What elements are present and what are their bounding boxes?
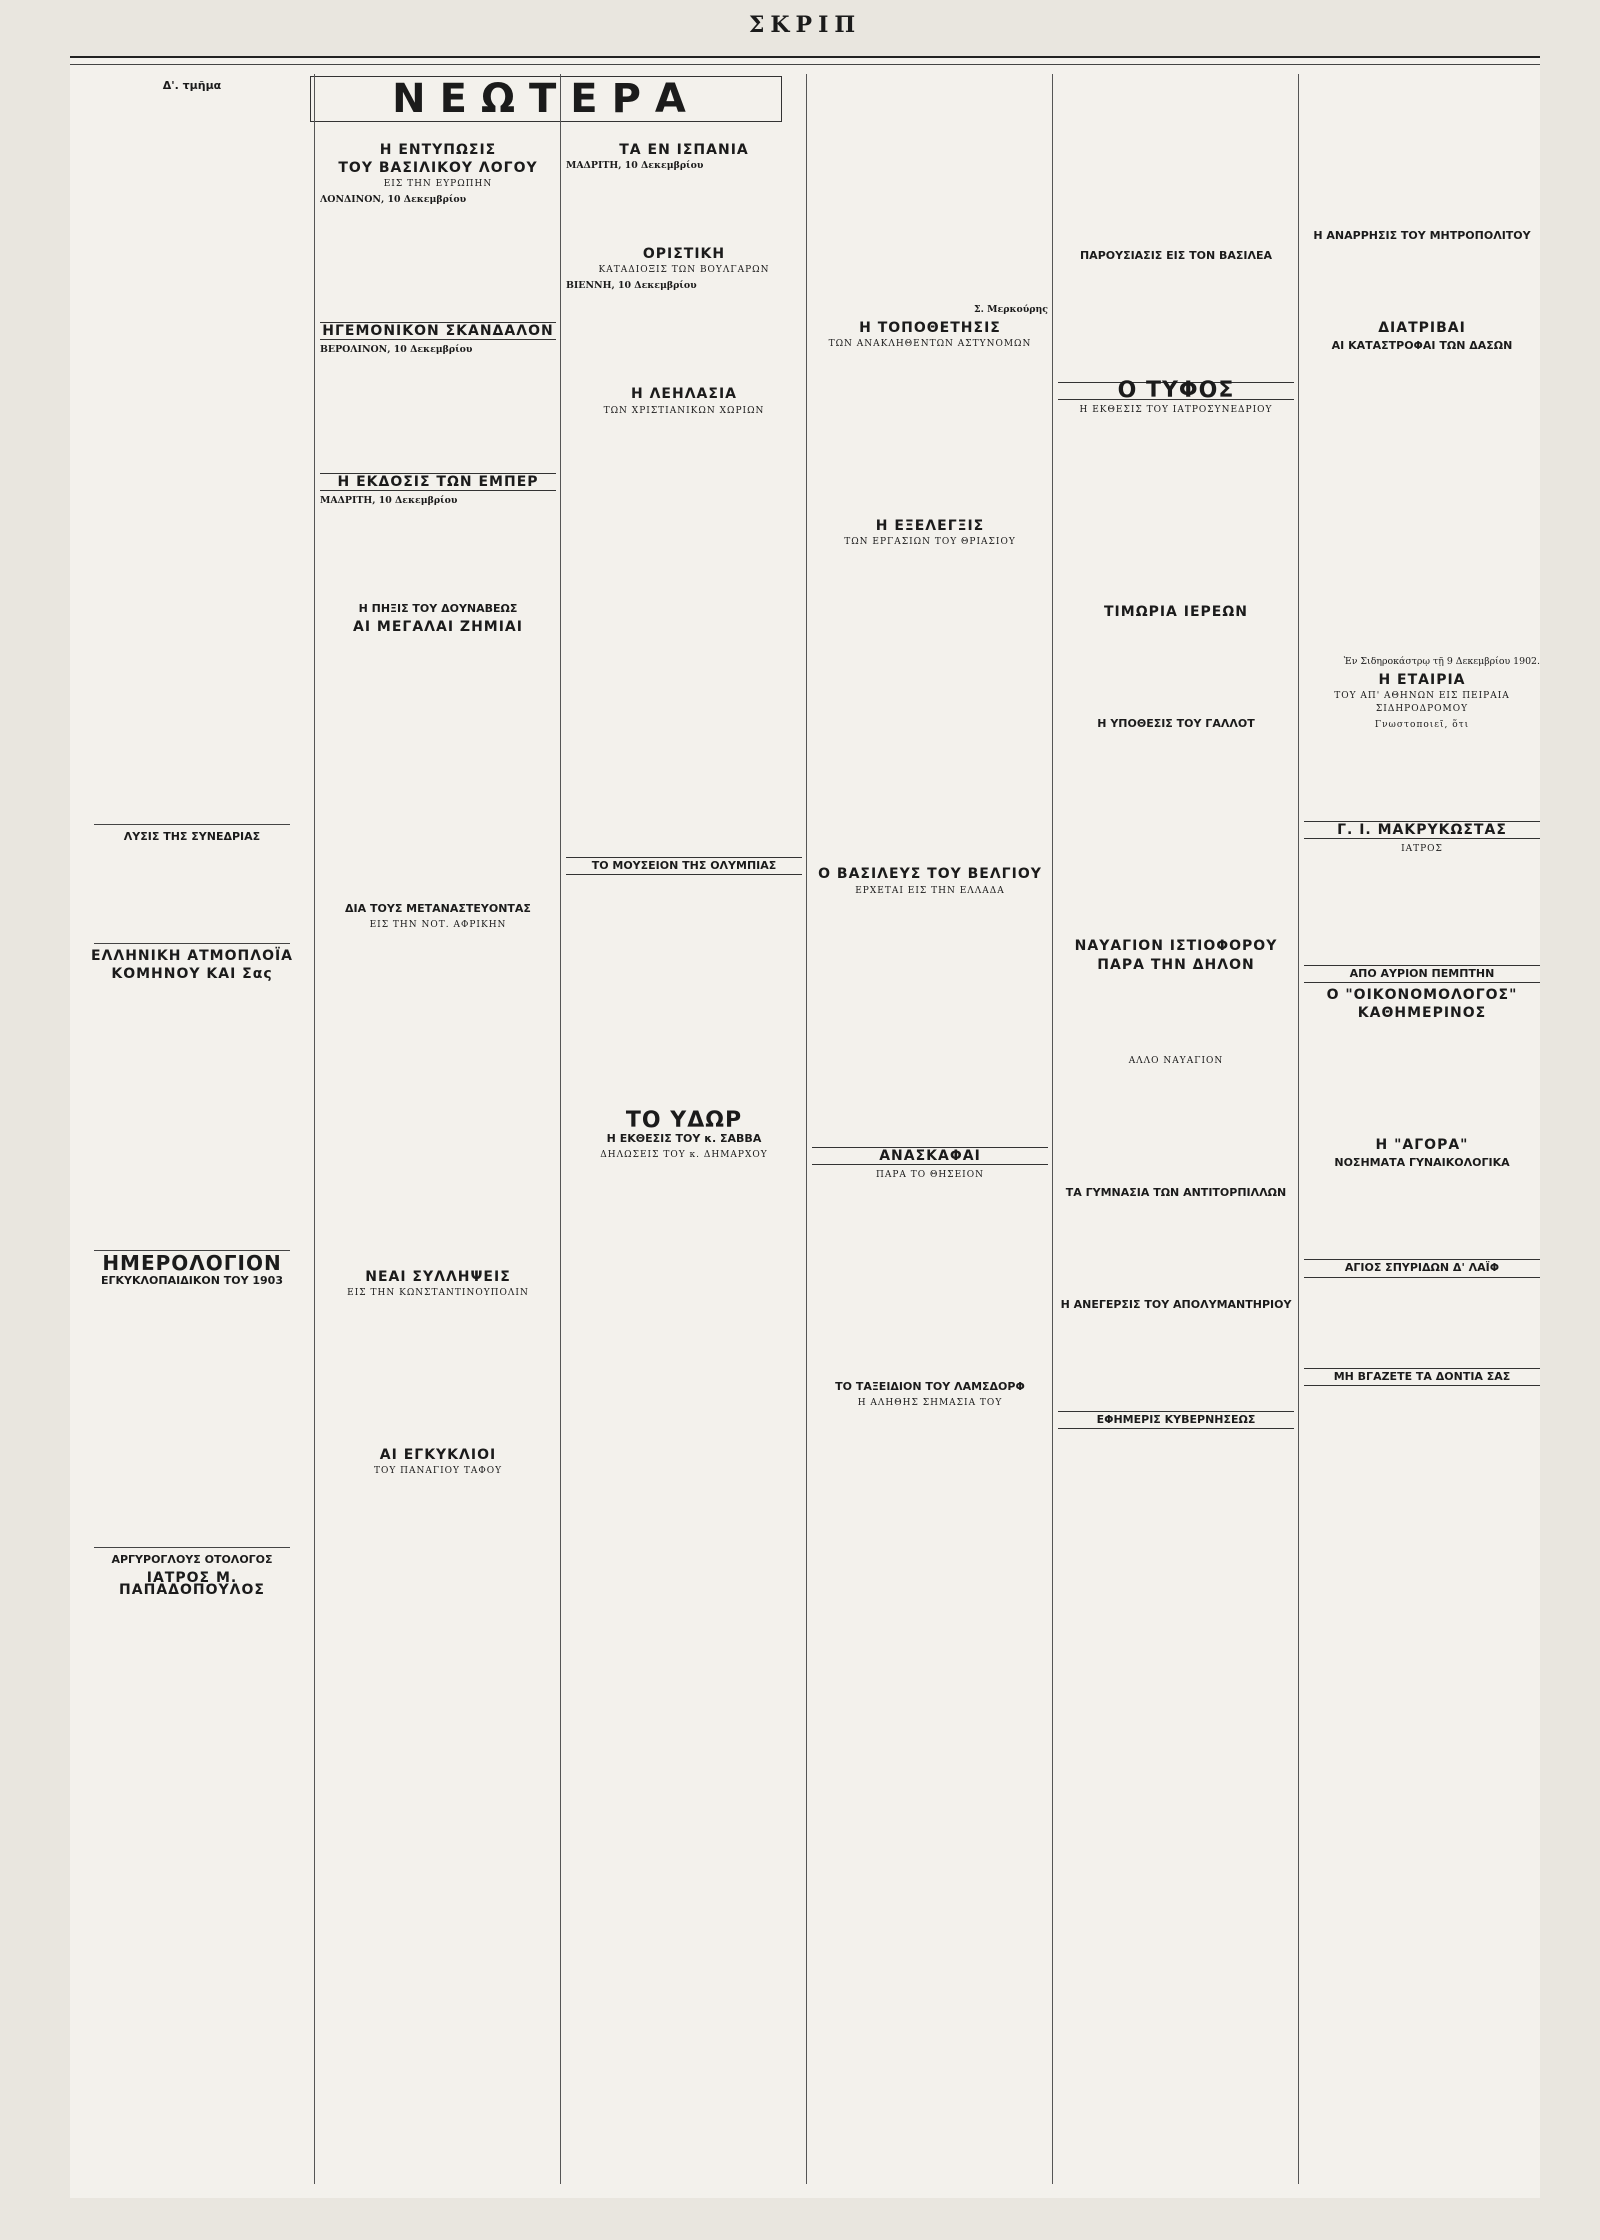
subheadline: ΤΟΥ ΑΠ' ΑΘΗΝΩΝ ΕΙΣ ΠΕΙΡΑΙΑ ΣΙΔΗΡΟΔΡΟΜΟΥ	[1334, 691, 1510, 714]
headline: ΤΟΥ ΒΑΣΙΛΙΚΟΥ ΛΟΓΟΥ	[338, 160, 538, 177]
article-body	[1058, 1315, 1294, 1405]
article-body	[566, 879, 802, 1109]
headline: ΤΑ ΕΝ ΙΣΠΑΝΙΑ	[619, 142, 749, 158]
dateline: ΒΙΕΝΝΗ, 10 Δεκεμβρίου	[566, 280, 697, 292]
article-body	[320, 935, 556, 1265]
divider-rule	[94, 1547, 290, 1548]
article-body	[74, 984, 310, 1244]
headline: ΙΑΤΡΟΣ Μ. ΠΑΠΑΔΟΠΟΥΛΟΣ	[119, 1570, 265, 1599]
article-body	[812, 552, 1048, 862]
subheadline: Γνωστοποιεῖ, ὅτι	[1374, 719, 1470, 730]
article-body	[1304, 1173, 1540, 1253]
subheadline: ΕΓΚΥΚΛΟΠΑΙΔΙΚΟΝ ΤΟΥ 1903	[101, 1273, 283, 1287]
article-body	[566, 172, 802, 242]
subheadline: ΚΑΘΗΜΕΡΙΝΟΣ	[1357, 1005, 1487, 1022]
divider-rule	[94, 824, 290, 825]
article-body	[1058, 975, 1294, 1055]
headline: Η ΛΕΗΛΑΣΙΑ	[631, 386, 737, 403]
headline: ΤΟ ΜΟΥΣΕΙΟΝ ΤΗΣ ΟΛΥΜΠΙΑΣ	[566, 857, 802, 875]
headline: Γ. Ι. ΜΑΚΡΥΚΩΣΤΑΣ	[1304, 821, 1540, 839]
headline: Η "ΑΓΟΡΑ"	[1375, 1137, 1469, 1154]
headline: Η ΕΚΔΟΣΙΣ ΤΩΝ ΕΜΠΕΡ	[320, 473, 556, 491]
subheadline: ΕΙΣ ΤΗΝ ΝΟΤ. ΑΦΡΙΚΗΝ	[369, 920, 507, 931]
section-label: Δ'. τμῆμα	[162, 79, 222, 92]
headline: Η ΕΤΑΙΡΙΑ	[1378, 672, 1466, 689]
headline: ΤΟ ΤΑΞΕΙΔΙΟΝ ΤΟΥ ΛΑΜΣΔΟΡΦ	[835, 1379, 1025, 1393]
article-body	[320, 1303, 556, 1443]
subheadline: ΤΟΥ ΠΑΝΑΓΙΟΥ ΤΑΦΟΥ	[373, 1466, 503, 1477]
headline: ΕΛΛΗΝΙΚΗ ΑΤΜΟΠΛΟΪΑ	[90, 947, 294, 964]
subheadline: ΕΙΣ ΤΗΝ ΕΥΡΩΠΗΝ	[383, 179, 493, 190]
subheadline: ΤΩΝ ΕΡΓΑΣΙΩΝ ΤΟΥ ΘΡΙΑΣΙΟΥ	[844, 537, 1016, 548]
headline: Η ΑΝΕΓΕΡΣΙΣ ΤΟΥ ΑΠΟΛΥΜΑΝΤΗΡΙΟΥ	[1060, 1297, 1292, 1311]
dateline: ΒΕΡΟΛΙΝΟΝ, 10 Δεκεμβρίου	[320, 344, 473, 356]
newspaper-page	[70, 12, 1540, 2198]
article-body	[566, 421, 802, 851]
article-body	[320, 357, 556, 467]
headline: ΔΙΑ ΤΟΥΣ ΜΕΤΑΝΑΣΤΕΥΟΝΤΑΣ	[345, 901, 531, 915]
headline: Ο ΤΥΦΟΣ	[1058, 382, 1294, 400]
headline: ΛΥΣΙΣ ΤΗΣ ΣΥΝΕΔΡΙΑΣ	[123, 829, 261, 843]
subheadline: ΝΟΣΗΜΑΤΑ ΓΥΝΑΙΚΟΛΟΓΙΚΑ	[1334, 1156, 1510, 1170]
article-body	[1058, 734, 1294, 934]
headline: ΕΦΗΜΕΡΙΣ ΚΥΒΕΡΝΗΣΕΩΣ	[1058, 1411, 1294, 1429]
column-3	[566, 138, 802, 2184]
headline: Η ΤΟΠΟΘΕΤΗΣΙΣ	[859, 320, 1001, 337]
article-body	[1304, 1023, 1540, 1133]
headline: ΠΑΡΟΥΣΙΑΣΙΣ ΕΙΣ ΤΟΝ ΒΑΣΙΛΕΑ	[1079, 249, 1273, 262]
headline: ΑΡΓΥΡΟΓΛΟΥΣ ΟΤΟΛΟΓΟΣ	[111, 1553, 273, 1567]
article-body	[74, 847, 310, 937]
article-body	[566, 292, 802, 382]
article-body	[1304, 859, 1540, 959]
article-body	[1058, 266, 1294, 376]
headline: Η ΕΝΤΥΠΩΣΙΣ	[379, 142, 497, 158]
headline: ΚΟΜΗΝΟΥ ΚΑΙ Σας	[111, 965, 273, 982]
article-body	[1058, 74, 1294, 244]
dateline: Ἐν Σιδηροκάστρῳ τῇ 9 Δεκεμβρίου 1902.	[1343, 656, 1540, 668]
article-body	[1304, 1282, 1540, 1362]
subheadline: ΚΑΤΑΔΙΟΞΙΣ ΤΩΝ ΒΟΥΛΓΑΡΩΝ	[598, 265, 770, 276]
headline: ΝΑΥΑΓΙΟΝ ΙΣΤΙΟΦΟΡΟΥ	[1074, 938, 1278, 955]
headline: ΟΡΙΣΤΙΚΗ	[642, 246, 726, 263]
article-body	[320, 206, 556, 316]
headline: ΝΕΑΙ ΣΥΛΛΗΨΕΙΣ	[365, 1269, 511, 1286]
headline: Ο "ΟΙΚΟΝΟΜΟΛΟΓΟΣ"	[1326, 987, 1518, 1004]
article-body	[1058, 1071, 1294, 1181]
subheadline: ΕΡΧΕΤΑΙ ΕΙΣ ΤΗΝ ΕΛΛΑΔΑ	[855, 885, 1005, 896]
headline: ΑΝΑΣΚΑΦΑΙ	[812, 1147, 1048, 1165]
article-body	[1304, 74, 1540, 224]
headline: ΗΓΕΜΟΝΙΚΟΝ ΣΚΑΝΔΑΛΟΝ	[320, 322, 556, 340]
column-divider	[1298, 74, 1299, 2184]
headline: ΤΑ ΓΥΜΝΑΣΙΑ ΤΩΝ ΑΝΤΙΤΟΡΠΙΛΛΩΝ	[1065, 1185, 1287, 1199]
subheadline: ΔΗΛΩΣΕΙΣ ΤΟΥ κ. ΔΗΜΑΡΧΟΥ	[600, 1149, 768, 1160]
subheadline: ΠΑΡΑ ΤΗΝ ΔΗΛΟΝ	[1097, 956, 1255, 973]
headline: Ο ΒΑΣΙΛΕΥΣ ΤΟΥ ΒΕΛΓΙΟΥ	[818, 866, 1042, 883]
article-body	[1304, 356, 1540, 656]
banner-title: ΝΕΩΤΕΡΑ	[310, 76, 782, 122]
headline: Η ΕΞΕΛΕΓΞΙΣ	[875, 518, 985, 535]
headline: ΑΓΙΟΣ ΣΠΥΡΙΔΩΝ Δ' ΛΑΪΦ	[1304, 1259, 1540, 1277]
subheadline: ΑΙ ΚΑΤΑΣΤΡΟΦΑΙ ΤΩΝ ΔΑΣΩΝ	[1331, 339, 1513, 353]
headline: ΤΟ ΥΔΩΡ	[625, 1107, 743, 1133]
signature: Σ. Μερκούρης	[973, 304, 1048, 315]
article-body	[74, 1291, 310, 1541]
subheadline: ΙΑΤΡΟΣ	[1401, 843, 1443, 854]
subheadline: ΤΩΝ ΑΝΑΚΛΗΘΕΝΤΩΝ ΑΣΤΥΝΟΜΩΝ	[828, 339, 1032, 350]
masthead: ΣΚΡΙΠ	[748, 12, 862, 38]
subheadline: ΠΑΡΑ ΤΟ ΘΗΣΕΙΟΝ	[876, 1169, 984, 1180]
article-body	[1058, 622, 1294, 712]
headline: ΗΜΕΡΟΛΟΓΙΟΝ	[102, 1250, 282, 1275]
column-divider	[806, 74, 807, 2184]
article-body	[320, 637, 556, 897]
headline: ΑΙ ΜΕΓΑΛΑΙ ΖΗΜΙΑΙ	[353, 618, 523, 635]
article-body	[320, 507, 556, 597]
column-1-text	[74, 96, 310, 818]
dateline: ΛΟΝΔΙΝΟΝ, 10 Δεκεμβρίου	[320, 194, 467, 206]
headline: ΜΗ ΒΓΑΖΕΤΕ ΤΑ ΔΟΝΤΙΑ ΣΑΣ	[1304, 1368, 1540, 1386]
article-body	[1058, 1203, 1294, 1293]
column-6	[1304, 74, 1540, 2184]
article-body	[1304, 246, 1540, 316]
dateline: ΜΑΔΡΙΤΗ, 10 Δεκεμβρίου	[320, 494, 458, 506]
subheadline: ΤΩΝ ΧΡΙΣΤΙΑΝΙΚΩΝ ΧΩΡΙΩΝ	[603, 405, 765, 416]
subheadline: ΕΙΣ ΤΗΝ ΚΩΝΣΤΑΝΤΙΝΟΥΠΟΛΙΝ	[347, 1288, 529, 1299]
column-4	[812, 74, 1048, 2184]
headline: ΤΙΜΩΡΙΑ ΙΕΡΕΩΝ	[1104, 604, 1248, 621]
subheadline: Η ΕΚΘΕΣΙΣ ΤΟΥ κ. ΣΑΒΒΑ	[606, 1131, 762, 1145]
column-5	[1058, 74, 1294, 2184]
column-1	[74, 74, 310, 2184]
column-divider	[1052, 74, 1053, 2184]
headline: ΑΠΟ ΑΥΡΙΟΝ ΠΕΜΠΤΗΝ	[1304, 965, 1540, 983]
article-body	[1304, 735, 1540, 815]
article-body	[812, 74, 1048, 304]
column-2	[320, 138, 556, 2184]
headline: ΑΙ ΕΓΚΥΚΛΙΟΙ	[379, 1447, 497, 1464]
headline: Η ΠΗΞΙΣ ΤΟΥ ΔΟΥΝΑΒΕΩΣ	[358, 601, 518, 615]
subheadline: ΑΛΛΟ ΝΑΥΑΓΙΟΝ	[1128, 1055, 1224, 1066]
headline: Η ΑΝΑΡΡΗΣΙΣ ΤΟΥ ΜΗΤΡΟΠΟΛΙΤΟΥ	[1313, 229, 1531, 242]
divider-rule	[94, 943, 290, 944]
article-body	[812, 1185, 1048, 1375]
subheadline: Η ΕΚΘΕΣΙΣ ΤΟΥ ΙΑΤΡΟΣΥΝΕΔΡΙΟΥ	[1079, 405, 1273, 416]
dateline: ΜΑΔΡΙΤΗ, 10 Δεκεμβρίου	[566, 160, 704, 172]
top-rule	[70, 64, 1540, 65]
article-body	[812, 901, 1048, 1141]
article-body	[1058, 420, 1294, 600]
column-divider	[314, 74, 315, 2184]
headline: Η ΥΠΟΘΕΣΙΣ ΤΟΥ ΓΑΛΛΟΤ	[1097, 717, 1255, 731]
subheadline: Η ΑΛΗΘΗΣ ΣΗΜΑΣΙΑ ΤΟΥ	[857, 1397, 1003, 1408]
article-body	[812, 354, 1048, 514]
column-divider	[560, 74, 561, 2184]
headline: ΔΙΑΤΡΙΒΑΙ	[1378, 320, 1466, 337]
